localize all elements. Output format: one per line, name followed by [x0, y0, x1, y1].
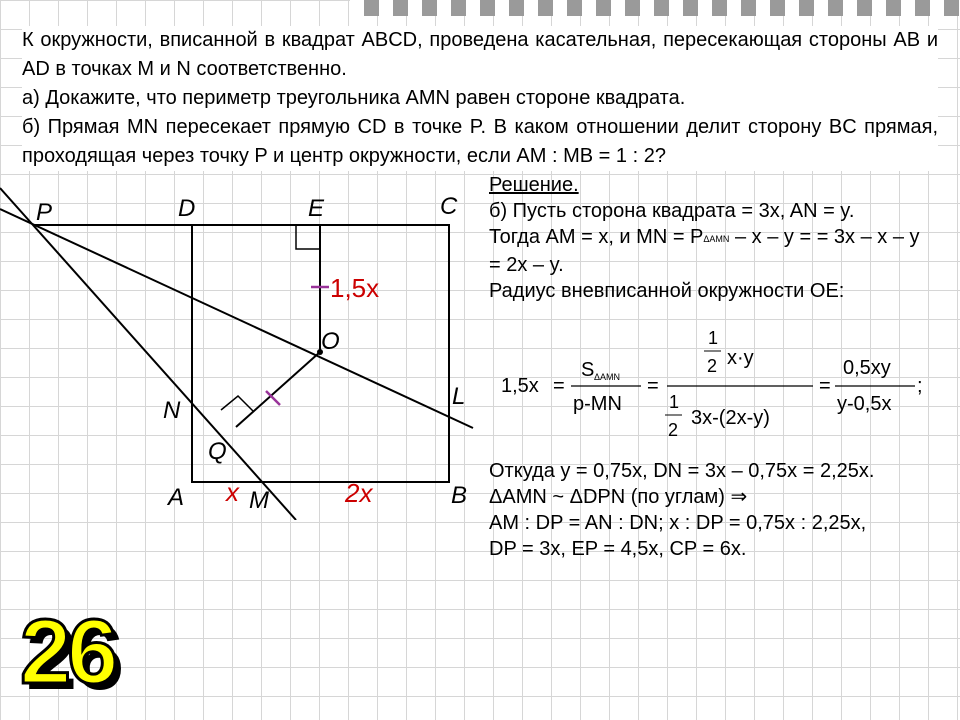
- formula-den-2: 3x-(2x-y): [691, 407, 770, 429]
- formula-eq-2: =: [647, 375, 659, 397]
- label-m: M: [249, 487, 269, 514]
- formula-half-num-1: 1: [708, 328, 719, 348]
- formula-eq-1: =: [553, 375, 565, 397]
- label-o: O: [321, 328, 340, 355]
- solution-line-2-sub: ΔAMN: [703, 234, 730, 244]
- label-b: B: [451, 482, 468, 509]
- formula-half-den-2: 2: [668, 420, 679, 440]
- label-q: Q: [208, 438, 227, 465]
- solution-line-7: DP = 3x, EP = 4,5x, CP = 6x.: [489, 538, 747, 560]
- tangent-line-pm: [0, 188, 296, 520]
- label-p: P: [36, 199, 53, 226]
- label-oe-length: 1,5x: [330, 273, 380, 303]
- solution-line-4: Откуда y = 0,75x, DN = 3x – 0,75x = 2,25x.: [489, 460, 875, 482]
- formula-s: S: [581, 359, 595, 381]
- label-d: D: [178, 195, 196, 222]
- formula-s-sub: ΔAMN: [594, 372, 621, 382]
- solution-title: Решение.: [489, 174, 579, 196]
- formula-end: ;: [917, 375, 923, 397]
- radius-formula: [497, 322, 937, 452]
- solution-line-2: [489, 224, 934, 278]
- label-am-length: x: [226, 477, 239, 507]
- label-a: A: [168, 484, 185, 511]
- formula-den-3: y-0,5x: [837, 393, 892, 415]
- page-number: 26: [20, 601, 115, 703]
- label-n: N: [163, 397, 181, 424]
- formula-eq-3: =: [819, 375, 831, 397]
- right-angle-e: [296, 225, 320, 249]
- geometry-figure: [0, 180, 490, 520]
- solution-line-3: Радиус вневписанной окружности OE:: [489, 280, 845, 302]
- formula-xy: x·y: [727, 347, 754, 369]
- label-mb-length: 2x: [345, 478, 373, 508]
- problem-statement: [22, 26, 938, 171]
- solution-line-1: б) Пусть сторона квадрата = 3x, AN = y.: [489, 200, 855, 222]
- problem-intro: К окружности, вписанной в квадрат ABCD, проведена касательная, пересекающая стороны AB и AD в точках M и N соответственно.: [22, 29, 938, 80]
- solution-line-5: ΔAMN ~ ΔDPN (по углам) ⇒: [489, 486, 748, 508]
- radius-oq: [236, 352, 320, 427]
- label-l: L: [452, 383, 466, 410]
- problem-part-b: б) Прямая MN пересекает прямую CD в точке P. В каком отношении делит сторону BC прямая, проходящая через точку P и центр окружности, если AM : MB = 1 : 2?: [22, 116, 938, 167]
- solution-line-2-post: – x – y = = 3x – x – y = 2x – y.: [489, 226, 920, 276]
- solution-line-6: AM : DP = AN : DN; x : DP = 0,75x : 2,25x,: [489, 512, 867, 534]
- formula-num-3: 0,5xy: [843, 357, 891, 379]
- label-e: E: [308, 195, 325, 222]
- formula-half-num-2: 1: [669, 392, 680, 412]
- formula-half-den-1: 2: [707, 356, 718, 376]
- right-angle-q: [221, 396, 254, 412]
- solution-line-2-pre: Тогда AM = x, и MN = P: [489, 226, 704, 248]
- formula-den-1: p-MN: [573, 393, 622, 415]
- decorative-band: [350, 0, 960, 16]
- formula-lhs: 1,5x: [501, 375, 539, 397]
- problem-part-a: а) Докажите, что периметр треугольника AMN равен стороне квадрата.: [22, 87, 686, 109]
- line-po: [0, 209, 473, 428]
- label-c: C: [440, 193, 458, 220]
